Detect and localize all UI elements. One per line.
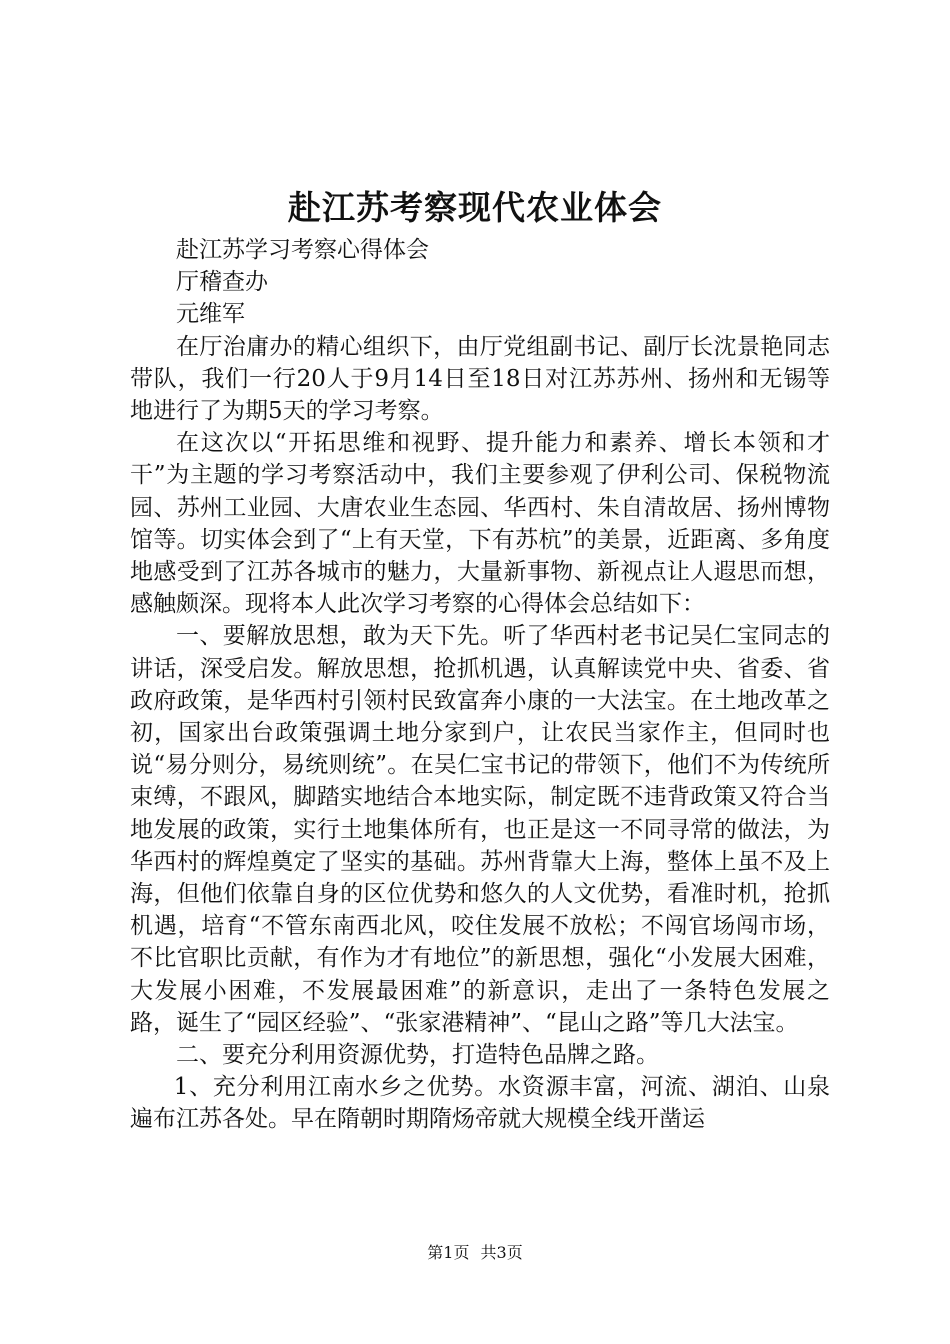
- department-line: 厅稽查办: [176, 269, 268, 296]
- page-footer: [0, 1243, 950, 1263]
- body-paragraph: 在厅治庸办的精心组织下，由厅党组副书记、副厅长沈景艳同志带队，我们一行20人于9月14日至18日对江苏苏州、扬州和无锡等地进行了为期5天的学习考察。: [130, 333, 830, 425]
- body-paragraph: 1、充分利用江南水乡之优势。水资源丰富，河流、湖泊、山泉遍布江苏各处。早在隋朝时期隋炀帝就大规模全线开凿运: [130, 1074, 830, 1133]
- section-heading: 二、要充分利用资源优势，打造特色品牌之路。: [176, 1042, 659, 1069]
- document-title: 赴江苏考察现代农业体会: [288, 188, 662, 227]
- subtitle-paragraph: 赴江苏学习考察心得体会: [176, 237, 429, 263]
- page-total: 共3页: [480, 1243, 523, 1262]
- body-paragraph: 在这次以“开拓思维和视野、提升能力和素养、增长本领和才干”为主题的学习考察活动中，我们主要参观了伊利公司、保税物流园、苏州工业园、大唐农业生态园、华西村、朱自清故居、扬州博物馆等。切实体会到了“上有天堂，下有苏杭”的美景，近距离、多角度地感受到了江苏各城市的魅力，大量新事物、新视点让人遐思而想，感触颇深。现将本人此次学习考察的心得体会总结如下：: [130, 430, 830, 618]
- document-body: [130, 234, 830, 1136]
- page-number: 第1页: [427, 1243, 470, 1262]
- body-paragraph: 一、要解放思想，敢为天下先。听了华西村老书记吴仁宝同志的讲话，深受启发。解放思想，抢抓机遇，认真解读党中央、省委、省政府政策，是华西村引领村民致富奔小康的一大法宝。在土地改革之初，国家出台政策强调土地分家到户，让农民当家作主，但同时也说“易分则分，易统则统”。在吴仁宝书记的带领下，他们不为传统所束缚，不跟风，脚踏实地结合本地实际，制定既不违背政策又符合当地发展的政策，实行土地集体所有，也正是这一不同寻常的做法，为华西村的辉煌奠定了坚实的基础。苏州背靠大上海，整体上虽不及上海，但他们依靠自身的区位优势和悠久的人文优势，看准时机，抢抓机遇，培育“不管东南西北风，咬住发展不放松；不闯官场闯市场，不比官职比贡献，有作为才有地位”的新思想，强化“小发展大困难，大发展小困难，不发展最困难”的新意识，走出了一条特色发展之路，诞生了“园区经验”、“张家港精神”、“昆山之路”等几大法宝。: [130, 623, 830, 1036]
- author-line: 元维军: [176, 301, 245, 328]
